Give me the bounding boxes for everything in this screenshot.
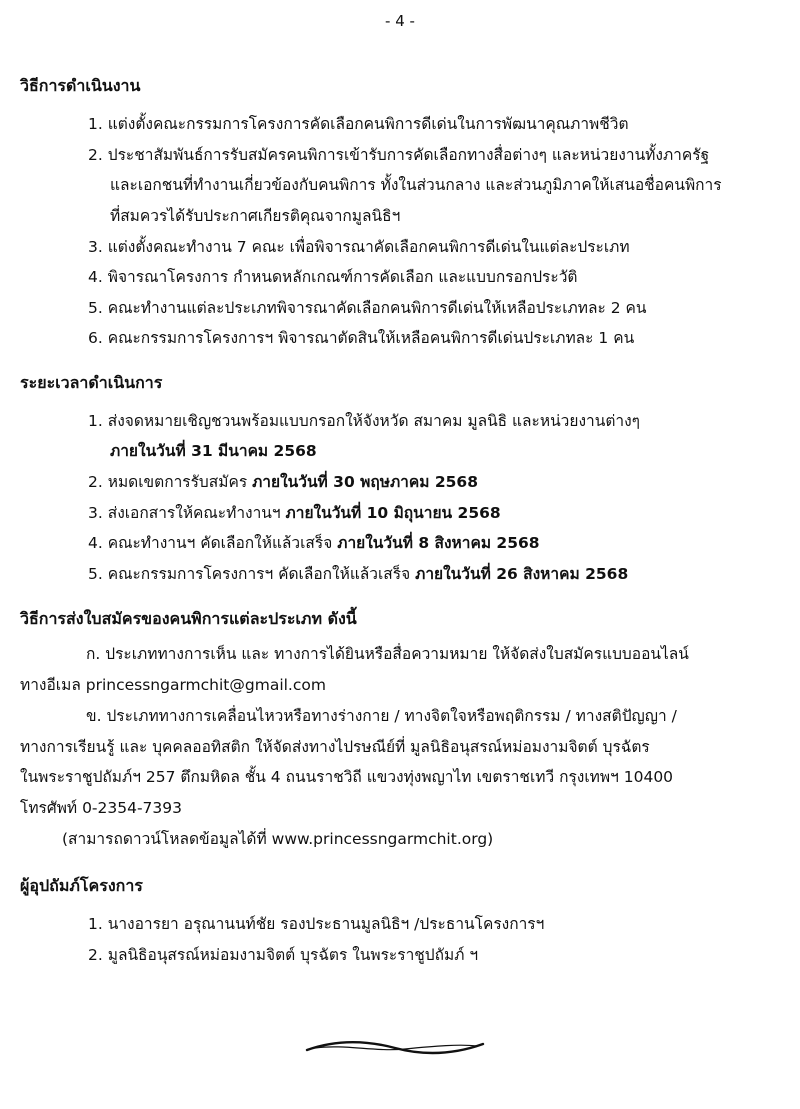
- download-note: (สามารถดาวน์โหลดข้อมูลได้ที่ www.princessngarmchit.org): [62, 830, 494, 848]
- submission-a-line: ก. ประเภททางการเห็น และ ทางการได้ยินหรือสื่อความหมาย ให้จัดส่งใบสมัครแบบออนไลน์: [86, 645, 689, 663]
- sponsor-item-1: [88, 911, 544, 936]
- item-number: 1.: [88, 915, 103, 933]
- methods-item-1: [88, 111, 629, 136]
- item-number: 2.: [88, 146, 103, 164]
- sponsor-item-2: [88, 942, 478, 967]
- submission-b-line: ข. ประเภททางการเคลื่อนไหวหรือทางร่างกาย / ทางจิตใจหรือพฤติกรรม / ทางสติปัญญา /: [86, 707, 677, 725]
- item-text: พิจารณาโครงการ กำหนดหลักเกณฑ์การคัดเลือก และแบบกรอกประวัติ: [107, 268, 578, 286]
- timeline-item-3: [88, 500, 501, 525]
- deadline-date: ภายในวันที่ 8 สิงหาคม 2568: [337, 534, 540, 552]
- methods-heading: วิธีการดำเนินงาน: [20, 76, 141, 95]
- deadline-date: ภายในวันที่ 26 สิงหาคม 2568: [415, 565, 629, 583]
- deadline-date: ภายในวันที่ 10 มิถุนายน 2568: [285, 504, 501, 522]
- methods-item-2-cont: และเอกชนที่ทำงานเกี่ยวข้องกับคนพิการ ทั้งในส่วนกลาง และส่วนภูมิภาคให้เสนอชื่อคนพิการ: [110, 176, 722, 194]
- submission-b-phone: โทรศัพท์ 0-2354-7393: [20, 799, 183, 817]
- page-number: - 4 -: [385, 12, 415, 30]
- methods-item-2: [88, 142, 709, 167]
- methods-item-3: [88, 234, 630, 259]
- methods-item-4: [88, 264, 577, 289]
- ornament-divider-icon: [305, 1036, 485, 1058]
- item-number: 6.: [88, 329, 103, 347]
- submission-b-address: ในพระราชูปถัมภ์ฯ 257 ตึกมหิดล ชั้น 4 ถนนราชวิถี แขวงทุ่งพญาไท เขตราชเทวี กรุงเทพฯ 10400: [20, 768, 674, 786]
- item-text: นางอารยา อรุณานนท์ชัย รองประธานมูลนิธิฯ /ประธานโครงการฯ: [107, 915, 545, 933]
- item-number: 1.: [88, 412, 103, 430]
- deadline-date: ภายในวันที่ 30 พฤษภาคม 2568: [252, 473, 478, 491]
- item-number: 5.: [88, 565, 103, 583]
- submission-a-email: ทางอีเมล princessngarmchit@gmail.com: [20, 676, 326, 694]
- timeline-item-1: [88, 408, 640, 433]
- item-text: แต่งตั้งคณะทำงาน 7 คณะ เพื่อพิจารณาคัดเลือกคนพิการดีเด่นในแต่ละประเภท: [107, 238, 630, 256]
- item-number: 2.: [88, 473, 103, 491]
- timeline-item-2: [88, 469, 478, 494]
- item-text: หมดเขตการรับสมัคร: [107, 473, 253, 491]
- timeline-item-1-date: [110, 438, 317, 463]
- timeline-heading: ระยะเวลาดำเนินการ: [20, 373, 163, 392]
- timeline-item-4: [88, 530, 540, 555]
- item-text: ส่งจดหมายเชิญชวนพร้อมแบบกรอกให้จังหวัด สมาคม มูลนิธิ และหน่วยงานต่างๆ: [107, 412, 641, 430]
- item-number: 5.: [88, 299, 103, 317]
- methods-item-6: [88, 325, 634, 350]
- submission-heading: วิธีการส่งใบสมัครของคนพิการแต่ละประเภท ดังนี้: [20, 609, 357, 628]
- timeline-item-5: [88, 561, 628, 586]
- deadline-date: ภายในวันที่ 31 มีนาคม 2568: [110, 442, 317, 460]
- item-text: ประชาสัมพันธ์การรับสมัครคนพิการเข้ารับการคัดเลือกทางสื่อต่างๆ และหน่วยงานทั้งภาครัฐ: [107, 146, 710, 164]
- methods-item-5: [88, 295, 647, 320]
- item-number: 2.: [88, 946, 103, 964]
- item-text: คณะทำงานแต่ละประเภทพิจารณาคัดเลือกคนพิการดีเด่นให้เหลือประเภทละ 2 คน: [107, 299, 647, 317]
- item-text: คณะกรรมการโครงการฯ พิจารณาตัดสินให้เหลือคนพิการดีเด่นประเภทละ 1 คน: [107, 329, 635, 347]
- item-text: มูลนิธิอนุสรณ์หม่อมงามจิตต์ บุรฉัตร ในพระราชูปถัมภ์ ฯ: [107, 946, 479, 964]
- item-number: 1.: [88, 115, 103, 133]
- item-number: 3.: [88, 504, 103, 522]
- item-text: คณะทำงานฯ คัดเลือกให้แล้วเสร็จ: [107, 534, 338, 552]
- item-text: คณะกรรมการโครงการฯ คัดเลือกให้แล้วเสร็จ: [107, 565, 416, 583]
- item-number: 3.: [88, 238, 103, 256]
- item-text: ส่งเอกสารให้คณะทำงานฯ: [107, 504, 286, 522]
- item-number: 4.: [88, 534, 103, 552]
- item-text: แต่งตั้งคณะกรรมการโครงการคัดเลือกคนพิการดีเด่นในการพัฒนาคุณภาพชีวิต: [107, 115, 629, 133]
- submission-b-line: ทางการเรียนรู้ และ บุคคลออทิสติก ให้จัดส่งทางไปรษณีย์ที่ มูลนิธิอนุสรณ์หม่อมงามจิตต์ บุรฉัตร: [20, 738, 650, 756]
- item-number: 4.: [88, 268, 103, 286]
- methods-item-2-cont: ที่สมควรได้รับประกาศเกียรติคุณจากมูลนิธิฯ: [110, 207, 401, 225]
- sponsors-heading: ผู้อุปถัมภ์โครงการ: [20, 876, 143, 895]
